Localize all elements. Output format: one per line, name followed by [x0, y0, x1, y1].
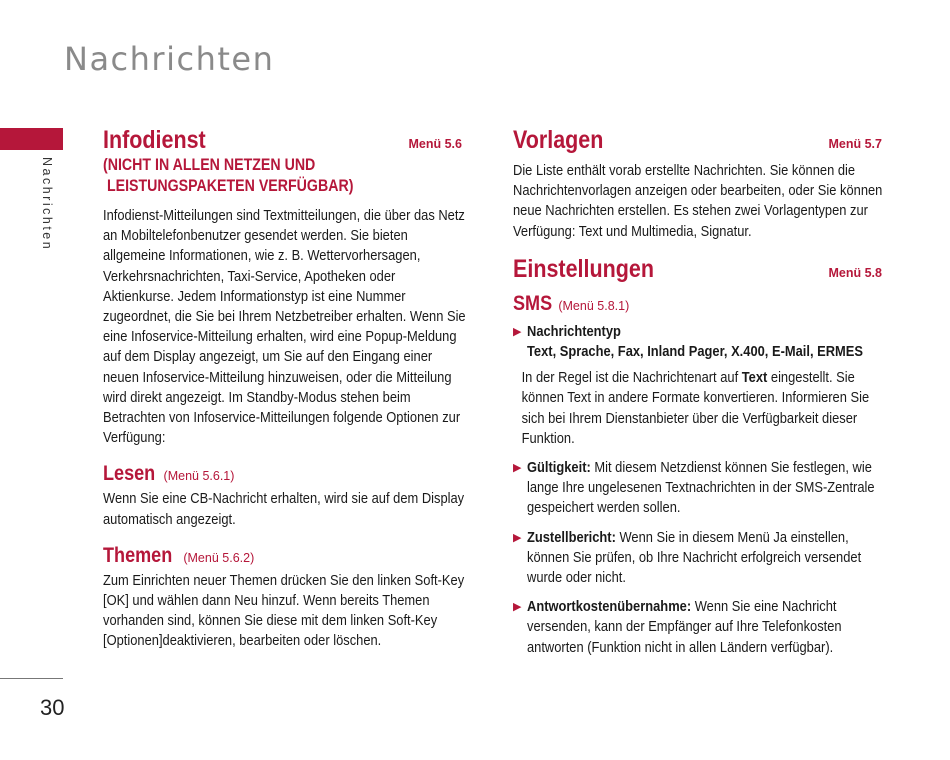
lesen-title: Lesen: [103, 462, 156, 486]
list-item-sub: Text, Sprache, Fax, Inland Pager, X.400, E-Mail, ERMES: [527, 343, 864, 361]
themen-menu-ref: (Menü 5.6.2): [183, 550, 255, 565]
infodienst-header: [103, 126, 468, 155]
page-title: Nachrichten: [64, 40, 275, 78]
list-item: [513, 597, 888, 658]
list-item: [513, 528, 888, 589]
lesen-header: [103, 462, 468, 486]
list-item-label: Zustellbericht:: [527, 528, 616, 546]
section-marker-bar: [0, 128, 63, 150]
list-item-label: Gültigkeit:: [527, 459, 591, 477]
infodienst-body: Infodienst-Mitteilungen sind Textmitteilungen, die über das Netz an Mobiltelefonbenutzer gesendet werden. Sie bieten allgemeine Informationen, wie z. B. Wettervorhersagen, Verkehrsnachrichten, Taxi-Service, Apotheken oder Aktienkurse. Jedem Informationstyp ist eine Nummer zugeordnet, die Sie bei Ihrem Netzbetreiber erhalten. Wenn Sie eine Infoservice-Mitteilung erhalten, wird eine Popup-Meldung auf dem Display angezeigt, um Sie auf den Eingang einer neuen Infoservice-Mitteilung hinzuweisen, oder die Mitteilung wird direkt angezeigt. Im Standby-Modus stehen beim Betrachten von Infoservice-Mitteilungen folgende Optionen zur Verfügung:: [103, 207, 466, 447]
triangle-bullet-icon: ▶: [513, 601, 522, 614]
vorlagen-body: Die Liste enthält vorab erstellte Nachrichten. Sie können die Nachrichtenvorlagen anzeigen oder bearbeiten, oder Sie können neue Nachrichten erstellen. Es stehen zwei Vorlagentypen zur Verfügung: Text und Multimedia, Signatur.: [513, 162, 883, 240]
infodienst-menu-ref: Menü 5.6: [408, 137, 462, 151]
triangle-bullet-icon: ▶: [513, 325, 522, 338]
list-item-body: Mit diesem Netzdienst können Sie festlegen, wie lange Ihre ungelesenen Textnachrichten in der SMS-Zentrale gespeichert werden sollen.: [527, 459, 875, 517]
vorlagen-menu-ref: Menü 5.7: [828, 137, 882, 151]
list-item-body: Wenn Sie in diesem Menü Ja einstellen, können Sie prüfen, ob Ihre Nachricht erfolgreich versendet wurde oder nicht.: [527, 528, 862, 587]
list-item: [513, 322, 888, 362]
triangle-bullet-icon: ▶: [513, 462, 522, 475]
themen-body: Zum Einrichten neuer Themen drücken Sie den linken Soft-Key [OK] und wählen dann Neu hinzuf. Wenn bereits Themen vorhanden sind, können Sie diese mit dem linken Soft-Key [Optionen]deaktivieren, bearbeiten oder löschen.: [103, 571, 465, 650]
lesen-menu-ref: (Menü 5.6.1): [163, 469, 235, 484]
vorlagen-header: [513, 126, 888, 155]
vorlagen-title: Vorlagen: [513, 126, 604, 154]
infodienst-title: Infodienst: [103, 126, 206, 154]
nachrichtentyp-body: In der Regel ist die Nachrichtenart auf Text eingestellt. Sie können Text in andere Formate konvertieren. Informieren Sie sich bei Ihrem Dienstanbieter über die Verfügbarkeit dieser Funktion.: [521, 369, 870, 447]
themen-title: Themen: [103, 543, 173, 567]
einstellungen-title: Einstellungen: [513, 254, 654, 283]
sms-header: [513, 292, 888, 316]
sms-menu-ref: (Menü 5.8.1): [558, 298, 630, 313]
right-column: [513, 126, 888, 658]
list-item-label: Antwortkostenübernahme:: [527, 598, 692, 616]
side-section-label: Nachrichten: [40, 157, 54, 252]
themen-header: [103, 544, 468, 568]
sms-title: SMS: [513, 291, 553, 315]
lesen-body: Wenn Sie eine CB-Nachricht erhalten, wird sie auf dem Display automatisch angezeigt.: [103, 490, 465, 528]
infodienst-subtitle-1: (NICHT IN ALLEN NETZEN UND: [103, 156, 316, 174]
triangle-bullet-icon: ▶: [513, 531, 522, 544]
list-item-body: Wenn Sie eine Nachricht versenden, kann der Empfänger auf Ihre Telefonkosten antworten (Funktion nicht in allen Ländern verfügbar).: [527, 598, 842, 656]
left-column: [103, 126, 468, 652]
infodienst-subtitle-2: LEISTUNGSPAKETEN VERFÜGBAR): [103, 177, 354, 195]
einstellungen-header: [513, 255, 888, 284]
footer-divider: [0, 678, 63, 679]
einstellungen-menu-ref: Menü 5.8: [828, 265, 882, 280]
list-item: [513, 458, 888, 519]
list-item-label: Nachrichtentyp: [527, 322, 621, 340]
page-number: 30: [40, 695, 65, 720]
